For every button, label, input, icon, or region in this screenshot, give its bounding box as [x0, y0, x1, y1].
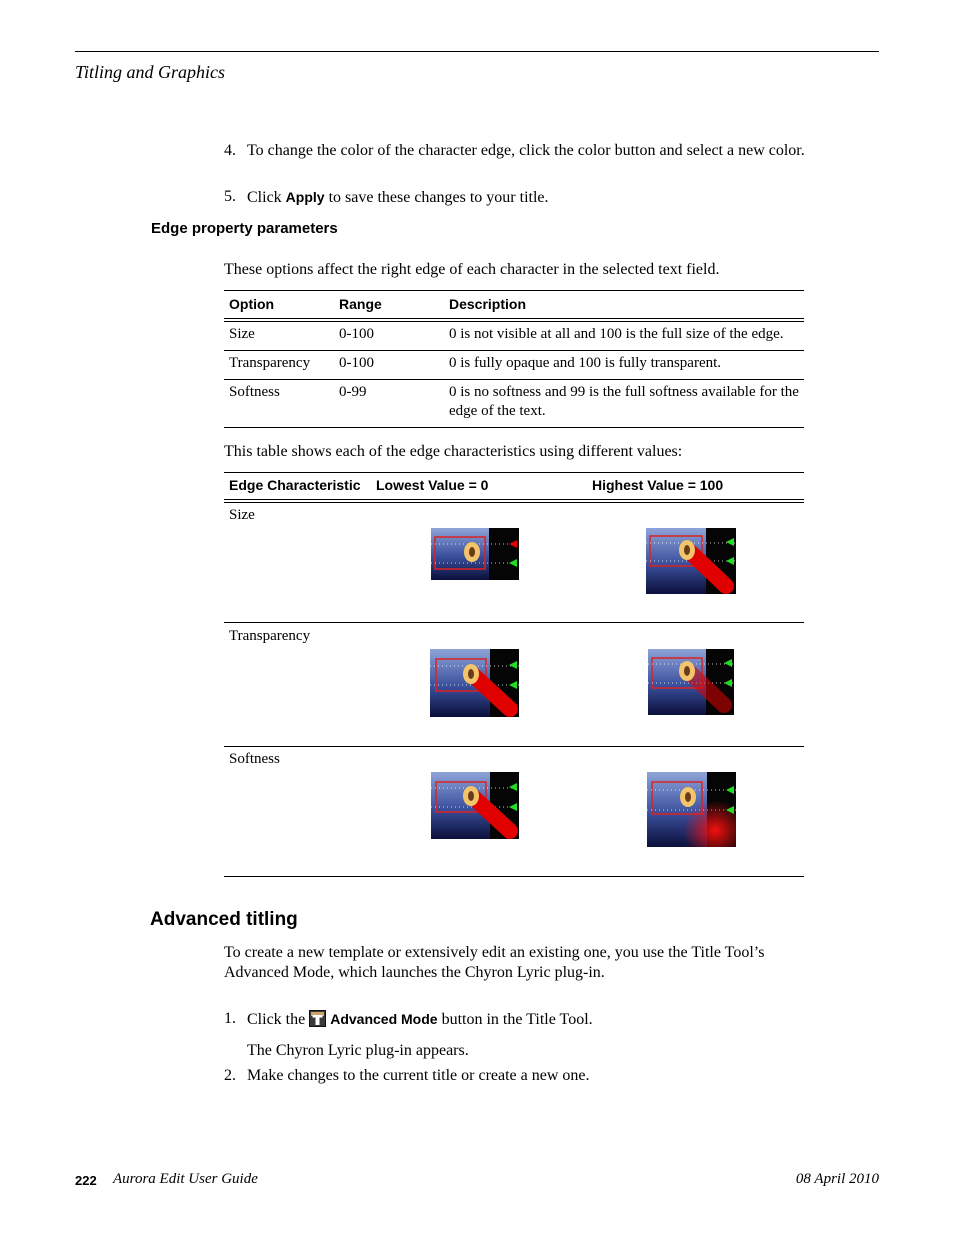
softness-highest-preview — [647, 772, 736, 847]
advanced-mode-icon — [309, 1010, 326, 1027]
char-header-highest: Highest Value = 100 — [592, 477, 724, 493]
size-highest-preview — [646, 528, 736, 594]
param-row-size-option: Size — [229, 326, 255, 342]
footer-guide-title: Aurora Edit User Guide — [113, 1171, 258, 1187]
advanced-mode-label: Advanced Mode — [330, 1011, 438, 1027]
advanced-intro: To create a new template or extensively edit an existing one, you use the Title Tool’s Advanced Mode, which launches the Chyron Lyric plug-in. — [224, 944, 765, 981]
transparency-highest-preview — [648, 649, 734, 715]
param-header-option: Option — [229, 296, 275, 312]
param-row-transparency-range: 0-100 — [339, 355, 374, 371]
step-5-text-before: Click — [247, 189, 286, 206]
advanced-step-1-after: button in the Title Tool. — [437, 1011, 593, 1028]
param-row-softness-range: 0-99 — [339, 384, 367, 400]
advanced-step-2-number: 2. — [224, 1067, 236, 1084]
footer-date: 08 April 2010 — [795, 1171, 879, 1187]
param-row-softness-option: Softness — [229, 384, 280, 400]
step-5-number: 5. — [224, 188, 236, 205]
char-row-size-label: Size — [229, 507, 255, 523]
size-lowest-preview — [431, 528, 519, 580]
advanced-step-1-text — [247, 1009, 807, 1030]
char-row-softness-label: Softness — [229, 751, 280, 767]
param-header-range: Range — [339, 296, 382, 312]
advanced-step-1-result: The Chyron Lyric plug-in appears. — [247, 1042, 469, 1059]
footer-page-number: 222 — [75, 1173, 97, 1188]
step-4-number: 4. — [224, 142, 236, 159]
transparency-lowest-preview — [430, 649, 519, 717]
step-4-text: To change the color of the character edge, click the color button and select a new color. — [247, 142, 805, 159]
advanced-heading: Advanced titling — [150, 909, 298, 930]
param-row-transparency-description: 0 is fully opaque and 100 is fully transparent. — [449, 355, 722, 371]
table2-intro: This table shows each of the edge characteristics using different values: — [224, 443, 683, 460]
step-5-text — [247, 187, 807, 208]
advanced-step-1-number: 1. — [224, 1010, 236, 1027]
param-row-size-description: 0 is not visible at all and 100 is the full size of the edge. — [449, 326, 784, 342]
edge-intro: These options affect the right edge of each character in the selected text field. — [224, 261, 720, 278]
section-title: Titling and Graphics — [75, 62, 226, 82]
step-5-text-after: to save these changes to your title. — [324, 189, 549, 206]
param-header-description: Description — [449, 296, 527, 312]
advanced-step-1-before: Click the — [247, 1011, 310, 1028]
header-rule — [75, 51, 879, 52]
char-row-transparency-label: Transparency — [229, 628, 311, 644]
advanced-step-2-text: Make changes to the current title or create a new one. — [247, 1067, 590, 1084]
char-header-lowest: Lowest Value = 0 — [376, 477, 489, 493]
apply-label: Apply — [285, 189, 325, 205]
param-row-softness-description: 0 is no softness and 99 is the full softness available for the edge of the text. — [449, 384, 799, 419]
param-row-transparency-option: Transparency — [229, 355, 311, 371]
softness-lowest-preview — [431, 772, 519, 839]
param-row-size-range: 0-100 — [339, 326, 374, 342]
char-header-characteristic: Edge Characteristic — [229, 477, 361, 493]
edge-heading: Edge property parameters — [151, 220, 338, 237]
